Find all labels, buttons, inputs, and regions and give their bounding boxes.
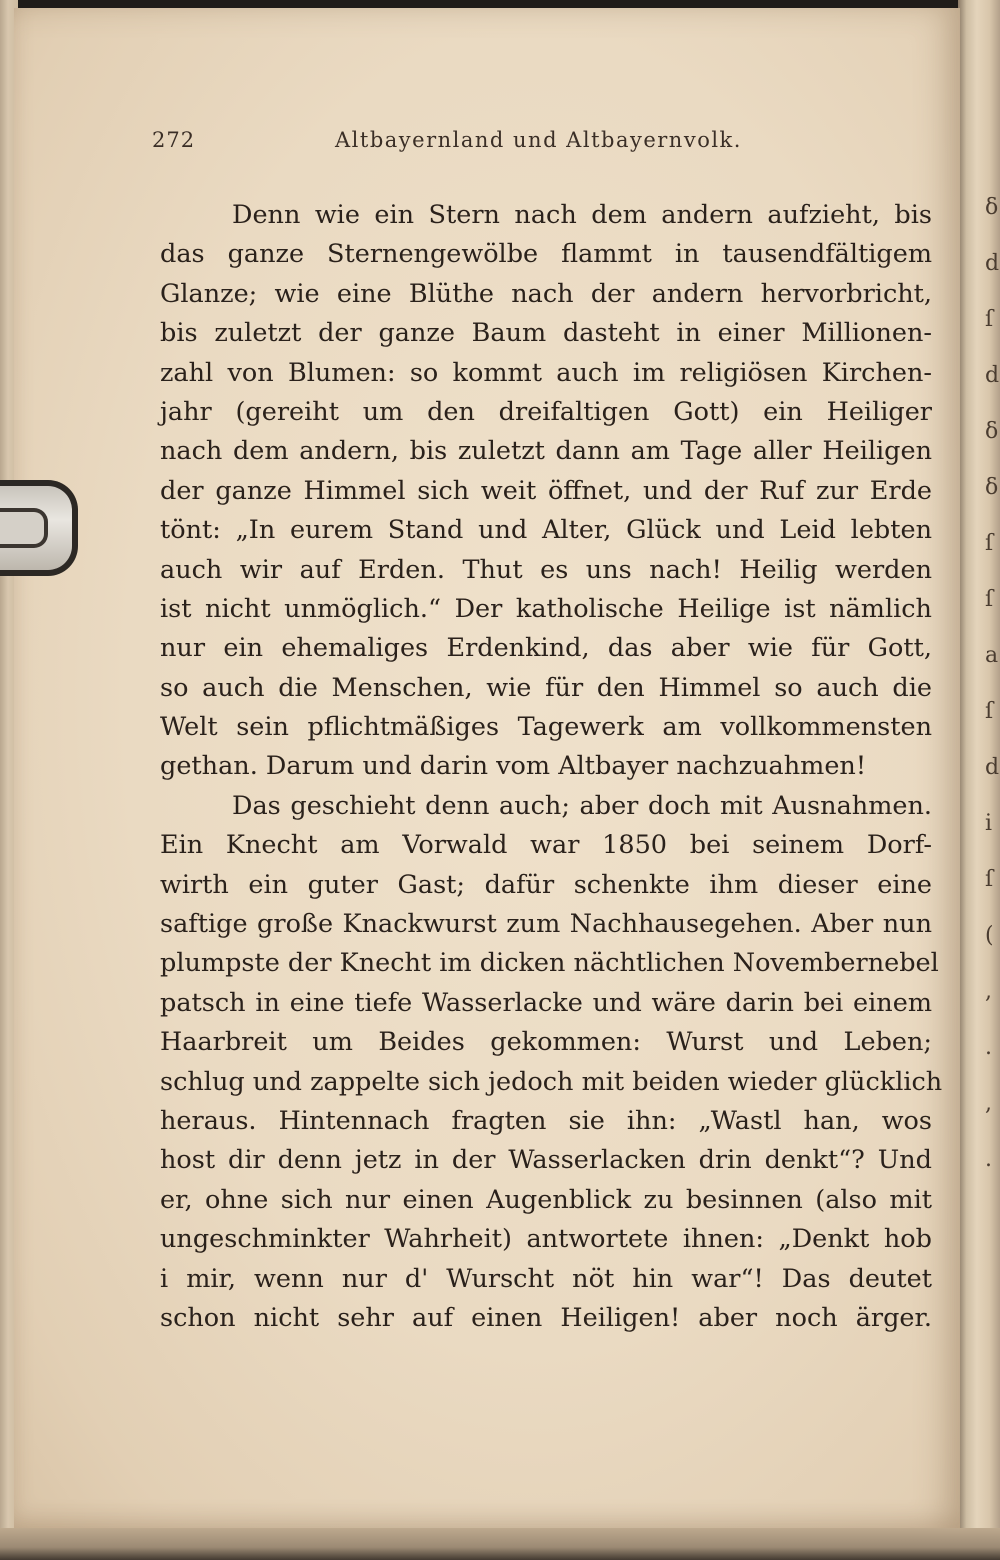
text-line: Glanze; wie eine Blüthe nach der andern hervorbricht, (160, 278, 932, 309)
bookmark-clip-inner (0, 508, 48, 548)
text-line: schlug und zappelte sich jedoch mit beiden wieder glücklich (160, 1066, 943, 1097)
text-line: ist nicht unmöglich.“ Der katholische Heilige ist nämlich (160, 593, 932, 624)
text-line: Ein Knecht am Vorwald war 1850 bei seinem Dorf- (160, 830, 932, 861)
text-line: nur ein ehemaliges Erdenkind, das aber wie für Gott, (160, 633, 932, 664)
text-line: saftige große Knackwurst zum Nachhausegehen. Aber nun (160, 909, 932, 940)
page-number: 272 (152, 128, 196, 152)
text-line: plumpste der Knecht im dicken nächtlichen Novembernebel (160, 948, 939, 979)
text-line: das ganze Sternengewölbe flammt in tausendfältigem (160, 239, 932, 270)
text-line: ungeschminkter Wahrheit) antwortete ihnen: „Denkt hob (160, 1224, 932, 1255)
text-line: so auch die Menschen, wie für den Himmel so auch die (160, 672, 932, 703)
text-line: jahr (gereiht um den dreifaltigen Gott) ein Heiliger (160, 396, 932, 427)
bottom-page-edges (0, 1528, 1000, 1560)
text-line: schon nicht sehr auf einen Heiligen! aber noch ärger. (160, 1302, 932, 1333)
text-line: patsch in eine tiefe Wasserlacke und wäre darin bei einem (160, 987, 932, 1018)
text-line: nach dem andern, bis zuletzt dann am Tage aller Heiligen (160, 436, 932, 467)
text-line: Denn wie ein Stern nach dem andern aufzieht, bis (232, 200, 932, 230)
running-head: Altbayernland und Altbayernvolk. (335, 128, 742, 152)
text-line: Haarbreit um Beides gekommen: Wurst und Leben; (160, 1027, 932, 1058)
text-line: Welt sein pflichtmäßiges Tagewerk am vollkommensten (160, 712, 932, 743)
text-line: wirth ein guter Gast; dafür schenkte ihm dieser eine (160, 869, 932, 900)
body-text (160, 196, 943, 1338)
text-line: der ganze Himmel sich weit öffnet, und der Ruf zur Erde (160, 475, 932, 506)
text-line: gethan. Darum und darin vom Altbayer nachzuahmen! (160, 751, 867, 782)
text-line: zahl von Blumen: so kommt auch im religiösen Kirchen- (160, 357, 932, 388)
text-line: heraus. Hintennach fragten sie ihn: „Wastl han, wos (160, 1105, 932, 1136)
neighbour-page-text: ẟ d ſ d ẟ ẟ ſ ſ a ſ d i ſ ( , . , . (985, 195, 1000, 1172)
text-line: Das geschieht denn auch; aber doch mit Ausnahmen. (232, 790, 932, 821)
text-line: auch wir auf Erden. Thut es uns nach! Heilig werden (160, 554, 932, 585)
text-line: bis zuletzt der ganze Baum dasteht in einer Millionen- (160, 318, 932, 349)
text-line: er, ohne sich nur einen Augenblick zu besinnen (also mit (160, 1184, 932, 1215)
text-line: host dir denn jetz in der Wasserlacken drin denkt“? Und (160, 1145, 932, 1176)
page-header (0, 128, 960, 168)
bookmark-clip (0, 480, 78, 576)
text-line: tönt: „In eurem Stand und Alter, Glück und Leid lebten (160, 515, 932, 546)
text-line: i mir, wenn nur d' Wurscht nöt hin war“! Das deutet (160, 1263, 932, 1294)
